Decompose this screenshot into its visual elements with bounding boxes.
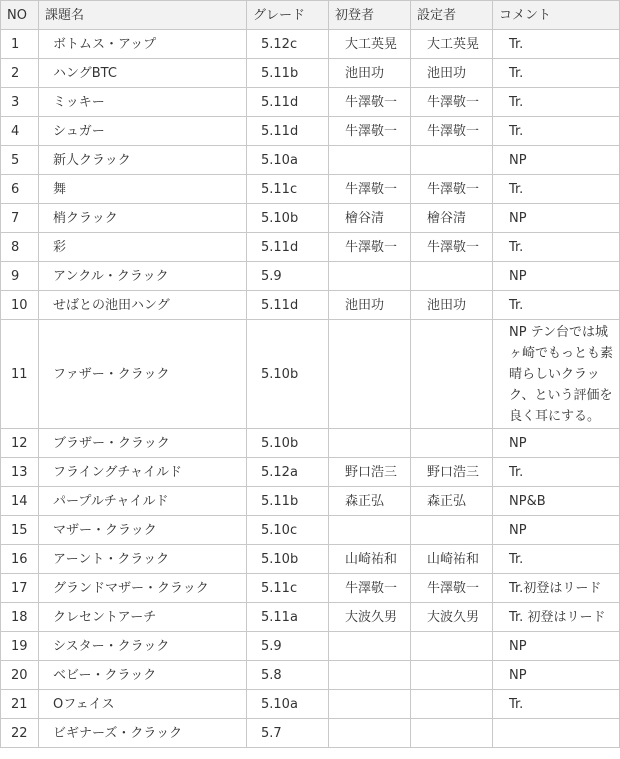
first-ascent: 野口浩三: [329, 458, 411, 487]
route-grade: 5.10a: [247, 146, 329, 175]
route-grade: 5.8: [247, 661, 329, 690]
route-number: 12: [1, 429, 39, 458]
route-comment: NP: [493, 262, 620, 291]
route-setter: [411, 719, 493, 748]
route-number: 15: [1, 516, 39, 545]
route-number: 2: [1, 59, 39, 88]
route-name: シスター・クラック: [39, 632, 247, 661]
route-comment: NP: [493, 146, 620, 175]
route-setter: [411, 146, 493, 175]
header-row: [1, 1, 620, 30]
route-number: 10: [1, 291, 39, 320]
route-grade: 5.10b: [247, 320, 329, 429]
route-comment: NP: [493, 661, 620, 690]
route-grade: 5.7: [247, 719, 329, 748]
first-ascent: 大工英晃: [329, 30, 411, 59]
route-setter: [411, 516, 493, 545]
route-name: ブラザー・クラック: [39, 429, 247, 458]
route-setter: 牛澤敬一: [411, 117, 493, 146]
route-comment: Tr.: [493, 233, 620, 262]
route-setter: 池田功: [411, 59, 493, 88]
route-number: 11: [1, 320, 39, 429]
route-comment: Tr.: [493, 545, 620, 574]
table-row: [1, 233, 620, 262]
route-number: 17: [1, 574, 39, 603]
table-row: [1, 574, 620, 603]
table-row: [1, 458, 620, 487]
route-grade: 5.11a: [247, 603, 329, 632]
route-number: 14: [1, 487, 39, 516]
route-number: 3: [1, 88, 39, 117]
first-ascent: 池田功: [329, 59, 411, 88]
route-number: 13: [1, 458, 39, 487]
route-grade: 5.9: [247, 262, 329, 291]
route-name: ベビー・クラック: [39, 661, 247, 690]
route-setter: 森正弘: [411, 487, 493, 516]
route-grade: 5.11b: [247, 487, 329, 516]
route-setter: 池田功: [411, 291, 493, 320]
table-row: [1, 30, 620, 59]
first-ascent: [329, 719, 411, 748]
route-setter: [411, 320, 493, 429]
route-setter: 牛澤敬一: [411, 233, 493, 262]
route-comment: NP テン台では城ヶ崎でもっとも素晴らしいクラック、という評価を良く耳にする。: [493, 320, 620, 429]
route-name: 彩: [39, 233, 247, 262]
route-name: 舞: [39, 175, 247, 204]
table-row: [1, 204, 620, 233]
route-setter: 牛澤敬一: [411, 175, 493, 204]
route-setter: 野口浩三: [411, 458, 493, 487]
route-name: ボトムス・アップ: [39, 30, 247, 59]
route-comment: Tr.: [493, 175, 620, 204]
route-name: アーント・クラック: [39, 545, 247, 574]
route-setter: 山崎祐和: [411, 545, 493, 574]
header-no: NO: [1, 1, 39, 30]
route-comment: Tr.: [493, 88, 620, 117]
table-row: [1, 603, 620, 632]
first-ascent: 牛澤敬一: [329, 88, 411, 117]
table-row: [1, 59, 620, 88]
route-number: 1: [1, 30, 39, 59]
first-ascent: 池田功: [329, 291, 411, 320]
route-comment: NP&B: [493, 487, 620, 516]
route-grade: 5.12a: [247, 458, 329, 487]
route-grade: 5.11d: [247, 117, 329, 146]
route-grade: 5.11c: [247, 574, 329, 603]
first-ascent: 牛澤敬一: [329, 574, 411, 603]
header-first-ascent: 初登者: [329, 1, 411, 30]
first-ascent: 森正弘: [329, 487, 411, 516]
route-grade: 5.11b: [247, 59, 329, 88]
header-comment: コメント: [493, 1, 620, 30]
table-row: [1, 545, 620, 574]
table-row: [1, 320, 620, 429]
route-number: 22: [1, 719, 39, 748]
first-ascent: 牛澤敬一: [329, 117, 411, 146]
route-name: フライングチャイルド: [39, 458, 247, 487]
table-row: [1, 487, 620, 516]
first-ascent: [329, 262, 411, 291]
route-number: 21: [1, 690, 39, 719]
table-row: [1, 175, 620, 204]
header-setter: 設定者: [411, 1, 493, 30]
first-ascent: [329, 429, 411, 458]
table-row: [1, 291, 620, 320]
header-route-name: 課題名: [39, 1, 247, 30]
first-ascent: 檜谷清: [329, 204, 411, 233]
route-setter: [411, 632, 493, 661]
route-name: ミッキー: [39, 88, 247, 117]
route-number: 9: [1, 262, 39, 291]
route-number: 4: [1, 117, 39, 146]
route-grade: 5.10a: [247, 690, 329, 719]
route-name: シュガー: [39, 117, 247, 146]
table-row: [1, 719, 620, 748]
route-setter: [411, 429, 493, 458]
first-ascent: [329, 320, 411, 429]
route-number: 8: [1, 233, 39, 262]
first-ascent: 大波久男: [329, 603, 411, 632]
route-setter: [411, 661, 493, 690]
route-name: マザー・クラック: [39, 516, 247, 545]
route-grade: 5.11d: [247, 233, 329, 262]
route-name: クレセントアーチ: [39, 603, 247, 632]
route-grade: 5.12c: [247, 30, 329, 59]
route-comment: [493, 719, 620, 748]
table-row: [1, 690, 620, 719]
route-comment: NP: [493, 632, 620, 661]
table-row: [1, 88, 620, 117]
first-ascent: [329, 516, 411, 545]
table-row: [1, 146, 620, 175]
route-name: Oフェイス: [39, 690, 247, 719]
route-name: パープルチャイルド: [39, 487, 247, 516]
route-grade: 5.10b: [247, 545, 329, 574]
route-name: 新人クラック: [39, 146, 247, 175]
table-row: [1, 632, 620, 661]
route-comment: Tr.: [493, 30, 620, 59]
route-setter: 大工英晃: [411, 30, 493, 59]
route-number: 20: [1, 661, 39, 690]
table-row: [1, 661, 620, 690]
header-grade: グレード: [247, 1, 329, 30]
route-grade: 5.11c: [247, 175, 329, 204]
route-comment: Tr.: [493, 690, 620, 719]
route-number: 19: [1, 632, 39, 661]
route-comment: NP: [493, 516, 620, 545]
route-comment: Tr.: [493, 117, 620, 146]
first-ascent: [329, 690, 411, 719]
route-grade: 5.9: [247, 632, 329, 661]
route-comment: Tr.: [493, 291, 620, 320]
first-ascent: [329, 661, 411, 690]
route-grade: 5.11d: [247, 291, 329, 320]
table-row: [1, 516, 620, 545]
route-comment: Tr.: [493, 59, 620, 88]
route-grade: 5.10c: [247, 516, 329, 545]
route-comment: Tr.: [493, 458, 620, 487]
route-number: 7: [1, 204, 39, 233]
route-setter: 牛澤敬一: [411, 574, 493, 603]
route-comment: Tr. 初登はリード: [493, 603, 620, 632]
route-name: アンクル・クラック: [39, 262, 247, 291]
route-name: ビギナーズ・クラック: [39, 719, 247, 748]
route-setter: 牛澤敬一: [411, 88, 493, 117]
route-name: せばとの池田ハング: [39, 291, 247, 320]
route-name: ハングBTC: [39, 59, 247, 88]
route-setter: [411, 690, 493, 719]
route-name: グランドマザー・クラック: [39, 574, 247, 603]
route-setter: [411, 262, 493, 291]
route-comment: NP: [493, 429, 620, 458]
first-ascent: 牛澤敬一: [329, 175, 411, 204]
route-setter: 檜谷清: [411, 204, 493, 233]
route-setter: 大波久男: [411, 603, 493, 632]
first-ascent: [329, 632, 411, 661]
route-number: 18: [1, 603, 39, 632]
first-ascent: 牛澤敬一: [329, 233, 411, 262]
first-ascent: 山崎祐和: [329, 545, 411, 574]
table-row: [1, 429, 620, 458]
table-row: [1, 117, 620, 146]
route-name: ファザー・クラック: [39, 320, 247, 429]
route-grade: 5.11d: [247, 88, 329, 117]
table-row: [1, 262, 620, 291]
route-table-body: [1, 30, 620, 748]
route-number: 5: [1, 146, 39, 175]
route-number: 6: [1, 175, 39, 204]
first-ascent: [329, 146, 411, 175]
route-grade: 5.10b: [247, 204, 329, 233]
route-comment: Tr.初登はリード: [493, 574, 620, 603]
route-name: 梢クラック: [39, 204, 247, 233]
route-grade: 5.10b: [247, 429, 329, 458]
route-number: 16: [1, 545, 39, 574]
route-comment: NP: [493, 204, 620, 233]
